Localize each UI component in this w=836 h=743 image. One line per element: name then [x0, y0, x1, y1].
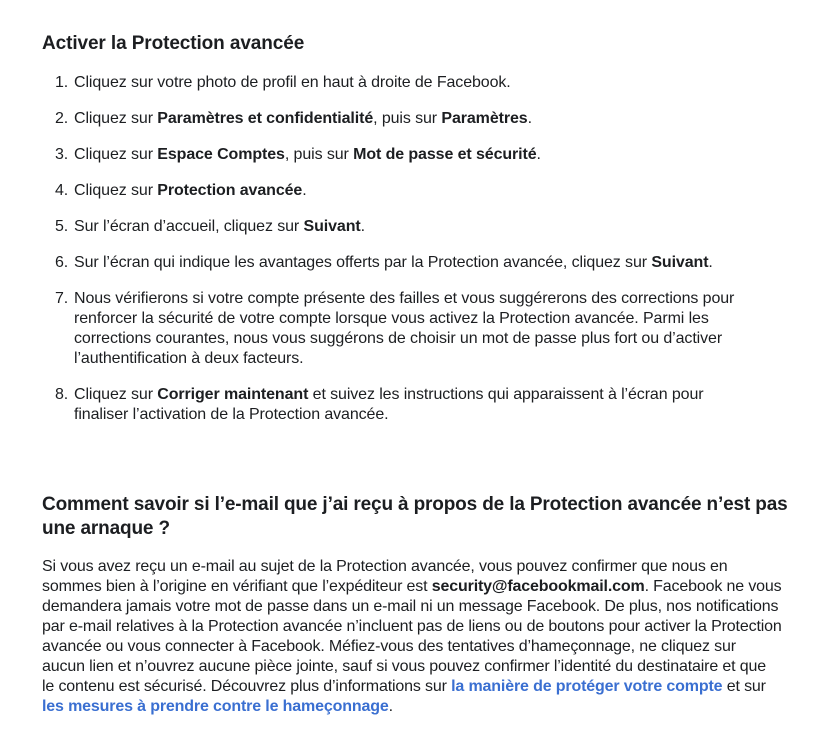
step-bold: Mot de passe et sécurité [353, 146, 537, 163]
step-item [42, 181, 762, 201]
step-bold: Suivant [651, 254, 709, 271]
step-text: Sur l’écran qui indique les avantages offerts par la Protection avancée, cliquez sur [74, 254, 652, 271]
step-bold: Paramètres et confidentialité [157, 110, 374, 127]
section-heading-activate: Activer la Protection avancée [42, 33, 305, 54]
step-bold: Protection avancée [157, 182, 303, 199]
step-item [42, 289, 762, 369]
scam-check-paragraph [42, 557, 782, 717]
step-text: , puis sur [373, 110, 442, 127]
step-number: 1. [55, 74, 69, 91]
step-number: 8. [55, 386, 69, 403]
step-number: 3. [55, 146, 69, 163]
step-number: 4. [55, 182, 69, 199]
phishing-measures-link[interactable]: les mesures à prendre contre le hameçonnage [42, 698, 389, 715]
paragraph-text: et sur [722, 678, 766, 695]
step-bold: Corriger maintenant [157, 386, 309, 403]
step-item [42, 73, 762, 93]
step-text: Sur l’écran d’accueil, cliquez sur [74, 218, 304, 235]
step-bold: Suivant [303, 218, 361, 235]
section-heading-scam-check: Comment savoir si l’e-mail que j’ai reçu à propos de la Protection avancée n’est pas une arnaque ? [42, 494, 788, 539]
step-text: . [708, 254, 713, 271]
sender-email: security@facebookmail.com [431, 578, 645, 595]
step-bold: Paramètres [441, 110, 528, 127]
step-bold: Espace Comptes [157, 146, 285, 163]
paragraph-text: Si vous avez reçu un e-mail au sujet de la Protection avancée, vous pouvez confirmer que nous en sommes bien à l’origine en vérifiant que l’expéditeur est [42, 558, 728, 595]
protect-account-link[interactable]: la manière de protéger votre compte [451, 678, 723, 695]
paragraph-text: . Facebook ne vous demandera jamais votre mot de passe dans un e-mail ni un message Facebook. De plus, nos notifications par e-mail relatives à la Protection avancée n’incluent pas de liens ou de boutons pour activer la Protection avancée ou vous connecter à Facebook. Méfiez-vous des tentatives d’hameçonnage, ne cliquez sur aucun lien et n’ouvrez aucune pièce jointe, sauf si vous pouvez confirmer l’identité du destinataire et que le contenu est sécurisé. Découvrez plus d’informations sur [42, 578, 782, 695]
step-item [42, 109, 762, 129]
step-number: 5. [55, 218, 69, 235]
step-text: Cliquez sur votre photo de profil en haut à droite de Facebook. [74, 74, 511, 91]
step-text: Cliquez sur [74, 182, 158, 199]
steps-list [42, 73, 762, 441]
step-item [42, 385, 762, 425]
paragraph-text: . [388, 698, 393, 715]
step-item [42, 217, 762, 237]
step-text: . [302, 182, 307, 199]
step-text: et suivez les instructions qui apparaissent à l’écran pour finaliser l’activation de la Protection avancée. [74, 386, 704, 423]
step-text: Nous vérifierons si votre compte présente des failles et vous suggérerons des corrections pour renforcer la sécurité de votre compte lorsque vous activez la Protection avancée. Parmi les corrections courantes, nous vous suggérons de choisir un mot de passe plus fort ou d’activer l’authentification à deux facteurs. [74, 290, 735, 367]
step-text: Cliquez sur [74, 146, 158, 163]
step-text: Cliquez sur [74, 386, 158, 403]
step-text: Cliquez sur [74, 110, 158, 127]
step-text: . [360, 218, 365, 235]
step-item [42, 253, 762, 273]
step-number: 2. [55, 110, 69, 127]
step-text: . [527, 110, 532, 127]
step-text: , puis sur [284, 146, 354, 163]
step-text: . [536, 146, 541, 163]
step-item [42, 145, 762, 165]
step-number: 6. [55, 254, 69, 271]
step-number: 7. [55, 290, 69, 307]
